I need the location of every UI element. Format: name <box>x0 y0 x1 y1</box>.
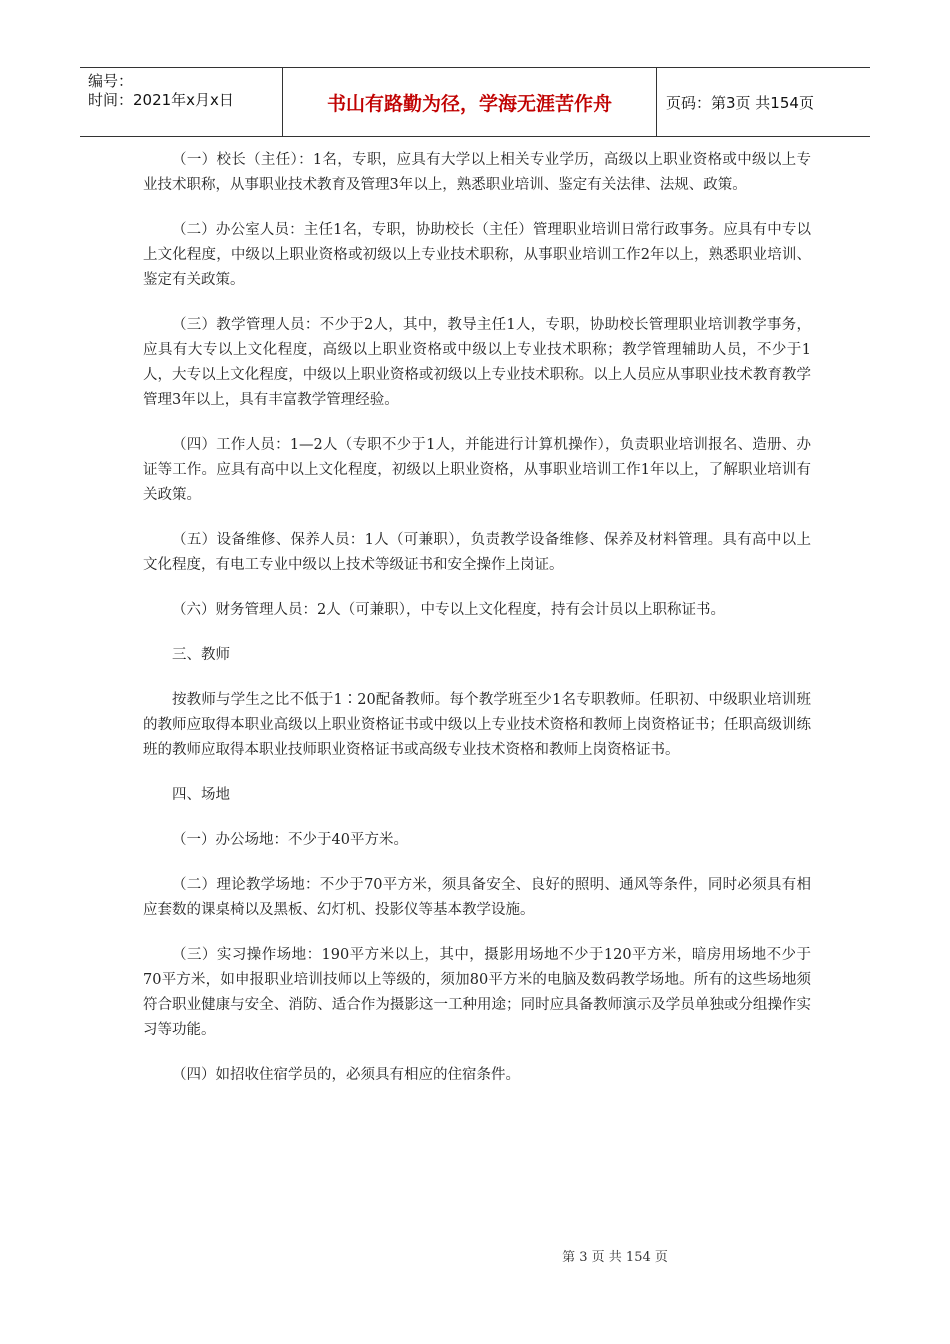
paragraph: （四）工作人员：1—2人（专职不少于1人，并能进行计算机操作），负责职业培训报名、造册、办证等工作。应具有高中以上文化程度，初级以上职业资格，从事职业培训工作1年以上，了解职业培训有关政策。 <box>143 437 811 503</box>
document-body <box>143 148 811 1108</box>
paragraph: （一）办公场地：不少于40平方米。 <box>172 832 408 848</box>
date-label: 时间：2021年x月x日 <box>88 91 234 109</box>
section-heading: 四、场地 <box>172 787 230 803</box>
paragraph: （二）理论教学场地：不少于70平方米，须具备安全、良好的照明、通风等条件，同时必须具有相应套数的课桌椅以及黑板、幻灯机、投影仪等基本教学设施。 <box>143 877 811 918</box>
page-footer: 第 3 页 共 154 页 <box>562 1250 668 1265</box>
section-heading: 三、教师 <box>172 647 230 663</box>
paragraph: （五）设备维修、保养人员：1人（可兼职），负责教学设备维修、保养及材料管理。具有高中以上文化程度，有电工专业中级以上技术等级证书和安全操作上岗证。 <box>143 532 811 573</box>
paragraph: 按教师与学生之比不低于1∶20配备教师。每个教学班至少1名专职教师。任职初、中级职业培训班的教师应取得本职业高级以上职业资格证书或中级以上专业技术资格和教师上岗资格证书；任职高级训练班的教师应取得本职业技师职业资格证书或高级专业技术资格和教师上岗资格证书。 <box>143 692 811 758</box>
serial-label: 编号： <box>88 72 134 90</box>
paragraph: （六）财务管理人员：2人（可兼职），中专以上文化程度，持有会计员以上职称证书。 <box>172 602 725 618</box>
page-header <box>80 67 870 137</box>
paragraph: （四）如招收住宿学员的，必须具有相应的住宿条件。 <box>172 1067 520 1083</box>
paragraph: （三）教学管理人员：不少于2人，其中，教导主任1人，专职，协助校长管理职业培训教学事务，应具有大专以上文化程度，高级以上职业资格或中级以上专业技术职称；教学管理辅助人员，不少于1人，大专以上文化程度，中级以上职业资格或初级以上专业技术职称。以上人员应从事职业技术教育教学管理3年以上，具有丰富教学管理经验。 <box>143 317 811 408</box>
header-divider <box>656 68 657 136</box>
header-meta <box>88 72 283 110</box>
header-page-info: 页码：第3页 共154页 <box>666 93 814 112</box>
paragraph: （二）办公室人员：主任1名，专职，协助校长（主任）管理职业培训日常行政事务。应具有中专以上文化程度，中级以上职业资格或初级以上专业技术职称，从事职业培训工作2年以上，熟悉职业培训、鉴定有关政策。 <box>143 222 811 288</box>
header-motto: 书山有路勤为径，学海无涯苦作舟 <box>326 92 612 115</box>
paragraph: （三）实习操作场地：190平方米以上，其中，摄影用场地不少于120平方米，暗房用场地不少于70平方米，如申报职业培训技师以上等级的，须加80平方米的电脑及数码教学场地。所有的这些场地须符合职业健康与安全、消防、适合作为摄影这一工种用途；同时应具备教师演示及学员单独或分组操作实习等功能。 <box>143 947 811 1038</box>
paragraph: （一）校长（主任）：1名，专职，应具有大学以上相关专业学历，高级以上职业资格或中级以上专业技术职称，从事职业技术教育及管理3年以上，熟悉职业培训、鉴定有关法律、法规、政策。 <box>143 152 811 193</box>
